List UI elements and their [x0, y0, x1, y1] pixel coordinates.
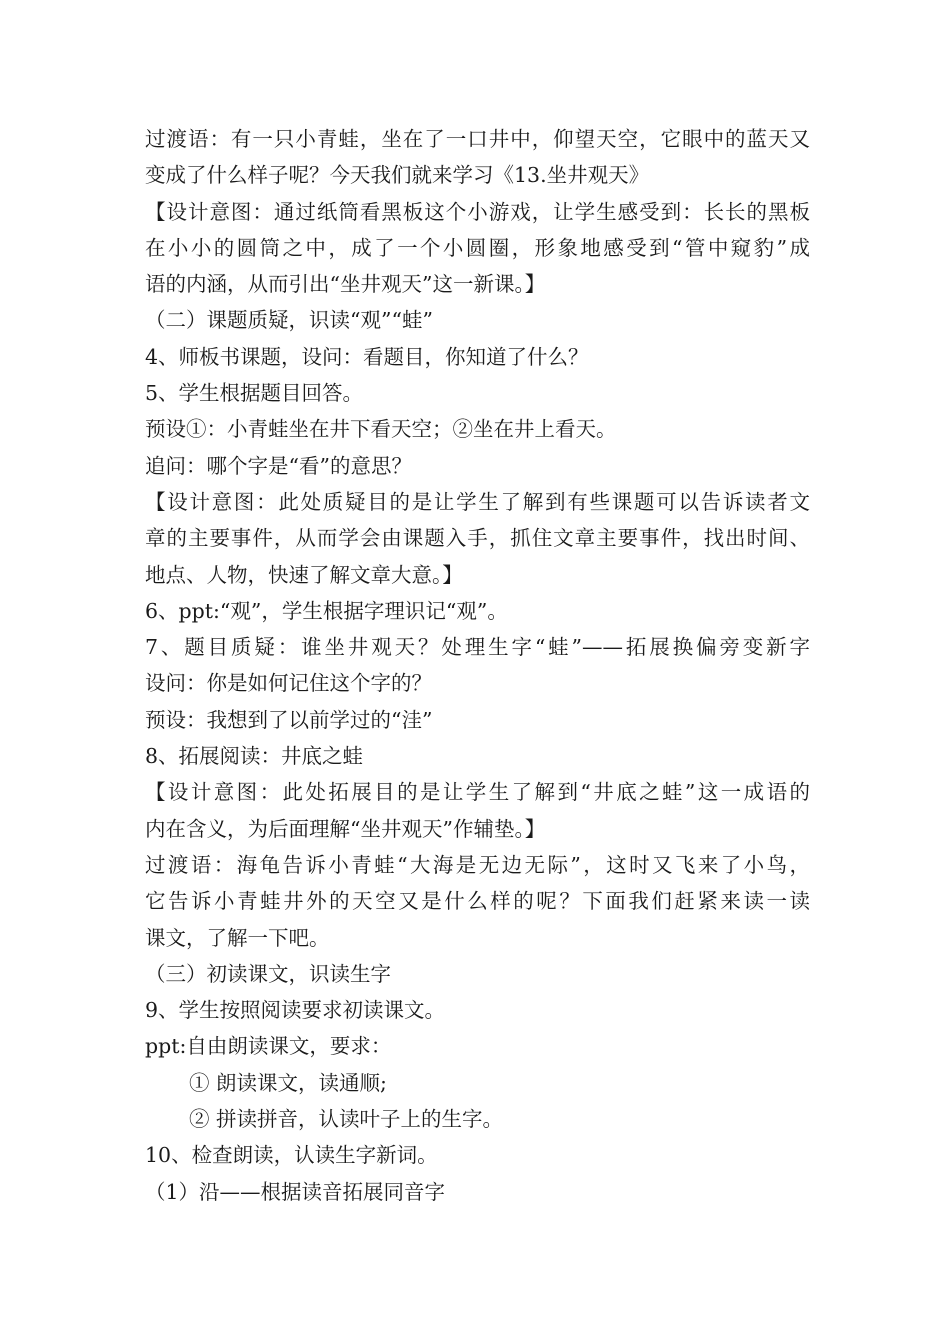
text-line: ppt:自由朗读课文，要求：: [145, 1034, 392, 1059]
text-line: 变成了什么样子呢？今天我们就来学习《13.坐井观天》: [145, 163, 650, 188]
text-line: （二）课题质疑，识读“观”“蛙”: [145, 308, 433, 333]
text-line: 预设①：小青蛙坐在井下看天空；②坐在井上看天。: [145, 417, 617, 442]
text-line: 在小小的圆筒之中，成了一个小圆圈，形象地感受到“管中窥豹”成: [145, 235, 810, 260]
text-line: ① 朗读课文，读通顺;: [189, 1070, 387, 1095]
document-body: [145, 121, 810, 1210]
text-line: 设问：你是如何记住这个字的？: [145, 671, 432, 696]
text-line: 追问：哪个字是“看”的意思？: [145, 453, 412, 478]
text-line: 7、题目质疑：谁坐井观天？处理生字“蛙”——拓展换偏旁变新字: [145, 635, 810, 660]
text-line: 过渡语：海龟告诉小青蛙“大海是无边无际”，这时又飞来了小鸟，: [145, 852, 810, 877]
text-line: 9、学生按照阅读要求初读课文。: [145, 998, 446, 1023]
text-line: 语的内涵，从而引出“坐井观天”这一新课。】: [145, 272, 546, 297]
text-line: 章的主要事件，从而学会由课题入手，抓住文章主要事件，找出时间、: [145, 526, 810, 551]
text-line: 8、拓展阅读：井底之蛙: [145, 744, 364, 769]
text-line: 10、检查朗读，认读生字新词。: [145, 1143, 438, 1168]
text-line: 6、ppt:“观”，学生根据字理识记“观”。: [145, 598, 508, 623]
text-line: 【设计意图：通过纸筒看黑板这个小游戏，让学生感受到：长长的黑板: [145, 199, 810, 224]
text-line: 它告诉小青蛙井外的天空又是什么样的呢？下面我们赶紧来读一读: [145, 889, 810, 914]
text-line: 课文，了解一下吧。: [145, 925, 330, 950]
text-line: 【设计意图：此处拓展目的是让学生了解到“井底之蛙”这一成语的: [145, 780, 810, 805]
text-line: 5、学生根据题目回答。: [145, 381, 364, 406]
text-line: 4、师板书课题，设问：看题目，你知道了什么？: [145, 344, 589, 369]
text-line: 【设计意图：此处质疑目的是让学生了解到有些课题可以告诉读者文: [145, 489, 810, 514]
text-line: 过渡语：有一只小青蛙，坐在了一口井中，仰望天空，它眼中的蓝天又: [145, 127, 810, 151]
text-line: 地点、人物，快速了解文章大意。】: [145, 562, 463, 587]
text-line: ② 拼读拼音，认读叶子上的生字。: [189, 1107, 504, 1132]
text-line: （三）初读课文，识读生字: [145, 961, 391, 986]
text-line: 内在含义，为后面理解“坐井观天”作辅垫。】: [145, 816, 546, 841]
text-line: （1）沿——根据读音拓展同音字: [145, 1179, 446, 1204]
text-line: 预设：我想到了以前学过的“洼”: [145, 707, 433, 732]
